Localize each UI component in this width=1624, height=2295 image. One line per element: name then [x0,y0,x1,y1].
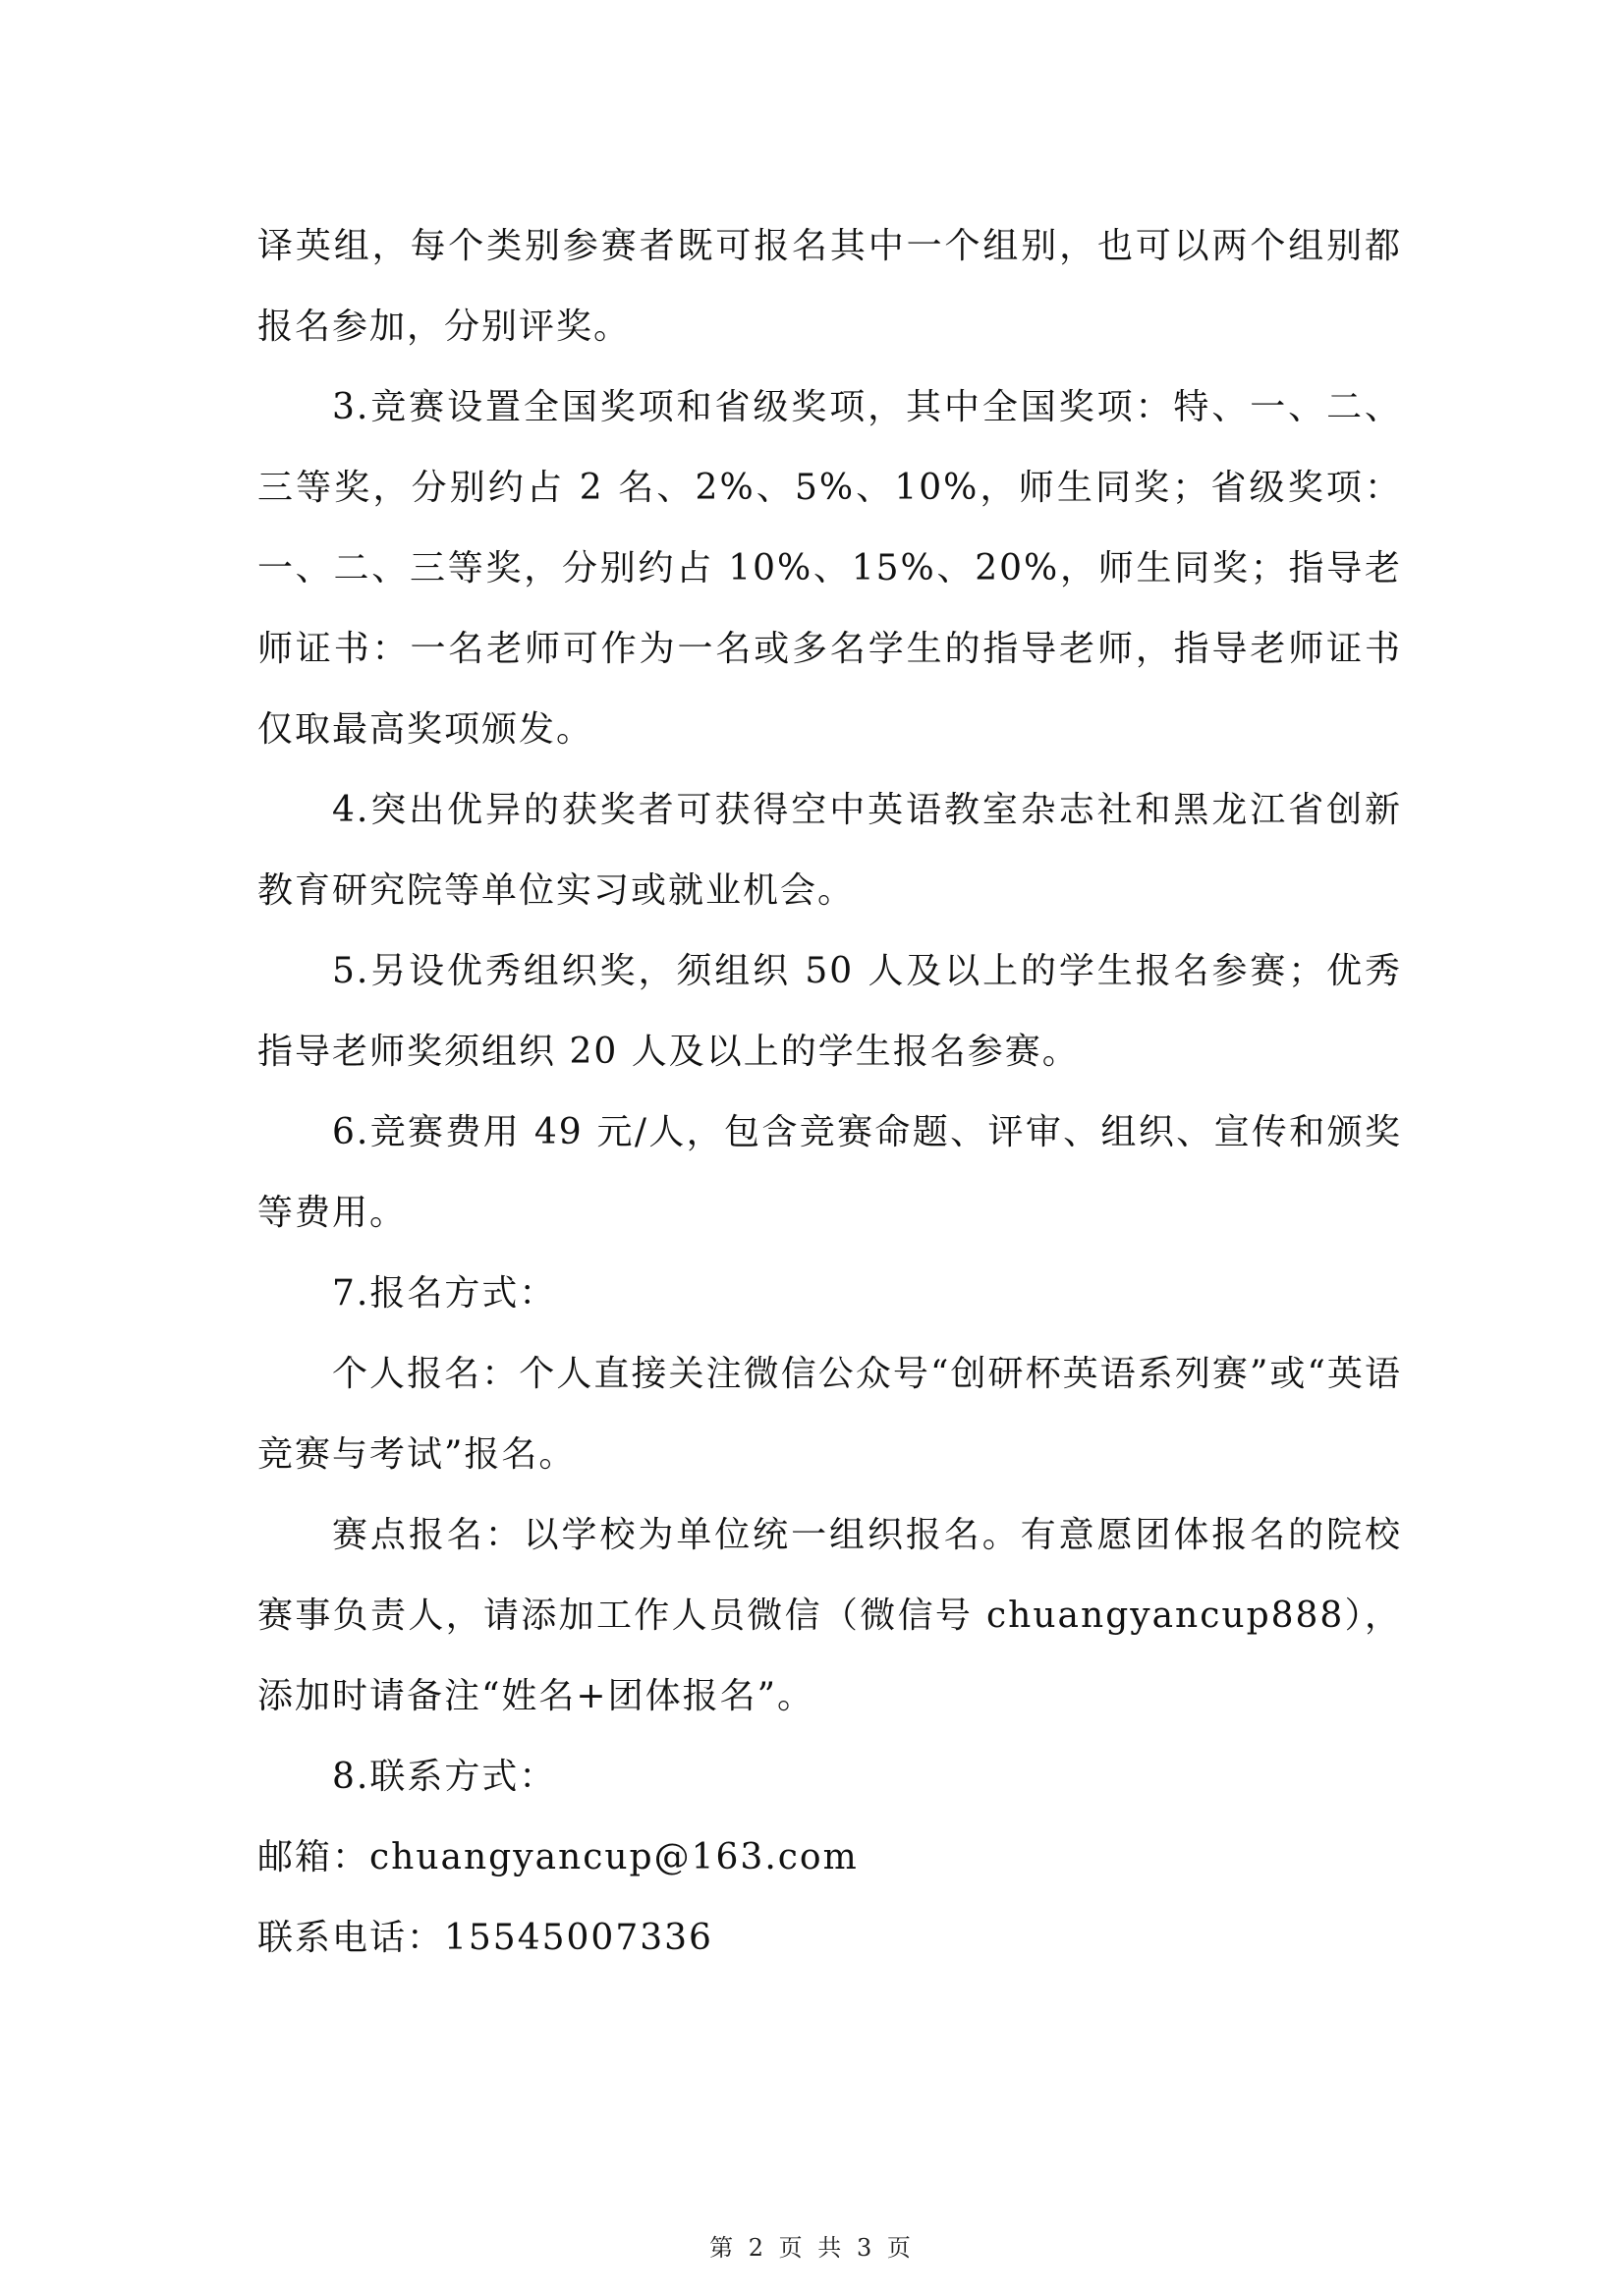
contact-email: 邮箱：chuangyancup@163.com [257,1837,859,1877]
paragraph-individual-registration: 个人报名：个人直接关注微信公众号“创研杯英语系列赛”或“英语竞赛与考试”报名。 [257,1354,1402,1475]
paragraph-group-registration: 赛点报名：以学校为单位统一组织报名。有意愿团体报名的院校赛事负责人，请添加工作人员微信（微信号 chuangyancup888），添加时请备注“姓名+团体报名”。 [257,1515,1402,1716]
paragraph-internship-opportunity: 4.突出优异的获奖者可获得空中英语教室杂志社和黑龙江省创新教育研究院等单位实习或就业机会。 [257,790,1402,911]
contact-phone: 联系电话：15545007336 [257,1918,713,1958]
page-number-footer: 第 2 页 共 3 页 [709,2234,915,2262]
heading-registration-method: 7.报名方式： [332,1273,557,1314]
paragraph-award-settings: 3.竞赛设置全国奖项和省级奖项，其中全国奖项：特、一、二、三等奖，分别约占 2 名、2%、5%、10%，师生同奖；省级奖项：一、二、三等奖，分别约占 10%、15%、20%，师生同奖；指导老师证书：一名老师可作为一名或多名学生的指导老师，指导老师证书仅取最高奖项颁发。 [257,387,1402,750]
paragraph-award-groups: 译英组，每个类别参赛者既可报名其中一个组别，也可以两个组别都报名参加，分别评奖。 [257,226,1402,347]
heading-contact-info: 8.联系方式： [332,1757,557,1797]
paragraph-organization-award: 5.另设优秀组织奖，须组织 50 人及以上的学生报名参赛；优秀指导老师奖须组织 20 人及以上的学生报名参赛。 [257,951,1402,1072]
paragraph-competition-fee: 6.竞赛费用 49 元/人，包含竞赛命题、评审、组织、宣传和颁奖等费用。 [257,1112,1402,1233]
document-body [257,206,1402,1979]
